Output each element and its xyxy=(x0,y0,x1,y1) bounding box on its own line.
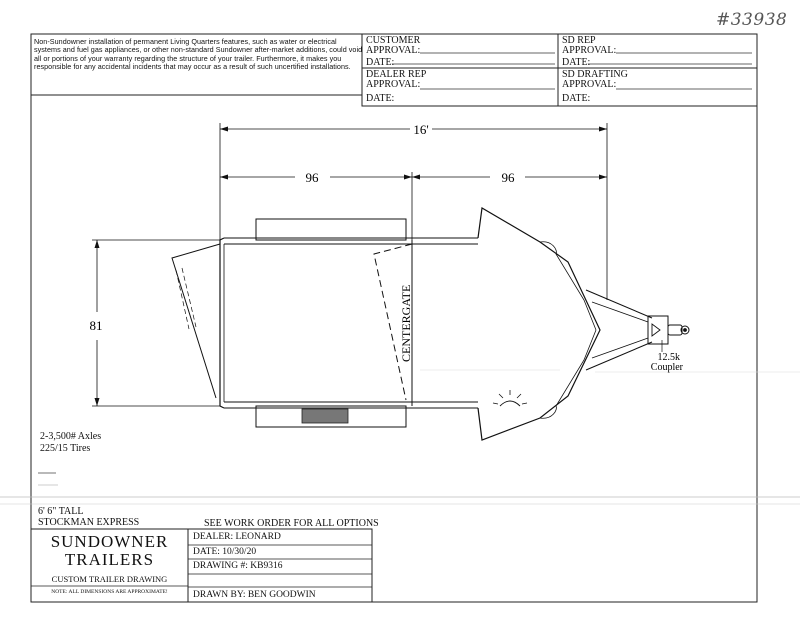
right-section-label: 96 xyxy=(501,170,515,185)
coupler-rating-label: 12.5k xyxy=(657,352,680,363)
trailer-plan-view xyxy=(89,123,689,440)
overall-length-label: 16' xyxy=(413,122,429,137)
sd-rep-approval-label: SD REP APPROVAL: xyxy=(562,35,617,56)
tire-spec: 225/15 Tires xyxy=(40,443,91,454)
dimensions-note: NOTE: ALL DIMENSIONS ARE APPROXIMATE! xyxy=(51,589,168,595)
sd-drafting-approval-label: SD DRAFTING APPROVAL: xyxy=(562,69,628,90)
drawn-by-field: DRAWN BY: BEN GOODWIN xyxy=(193,590,316,600)
left-section-label: 96 xyxy=(305,170,319,185)
dealer-rep-approval-label: DEALER REP APPROVAL: xyxy=(366,69,427,90)
sd-rep-date-label: DATE: xyxy=(562,57,591,68)
coupler-label: Coupler xyxy=(650,362,683,373)
customer-approval-label: CUSTOMER APPROVAL: xyxy=(366,35,421,56)
dealer-field: DEALER: LEONARD xyxy=(193,532,281,542)
date-field: DATE: 10/30/20 xyxy=(193,547,257,557)
sd-drafting-date-label: DATE: xyxy=(562,93,591,104)
axle-spec: 2-3,500# Axles xyxy=(40,431,102,442)
work-order-note: SEE WORK ORDER FOR ALL OPTIONS xyxy=(204,518,379,529)
brand-logo-text: SUNDOWNER TRAILERS xyxy=(50,532,169,569)
customer-date-label: DATE: xyxy=(366,57,395,68)
height-spec: 6' 6" TALL xyxy=(38,506,84,517)
order-number: #33938 xyxy=(716,10,788,30)
drawing-type: CUSTOM TRAILER DRAWING xyxy=(51,574,168,584)
model-name: STOCKMAN EXPRESS xyxy=(38,517,140,528)
drawing-number-field: DRAWING #: KB9316 xyxy=(193,561,283,571)
dealer-rep-date-label: DATE: xyxy=(366,93,395,104)
warranty-disclaimer: Non-Sundowner installation of permanent Living Quarters features, such as water or electrical systems and fuel gas appliances, or other non-standard Sundowner after-market additions, could void all or portions of your warranty regarding the structure of your trailer. Furthermore, it makes you responsible for any accidental incidents that may occur as a result of such uncertified installations. xyxy=(34,37,363,71)
centergate-label: CENTERGATE xyxy=(399,284,413,362)
width-label: 81 xyxy=(89,318,103,333)
